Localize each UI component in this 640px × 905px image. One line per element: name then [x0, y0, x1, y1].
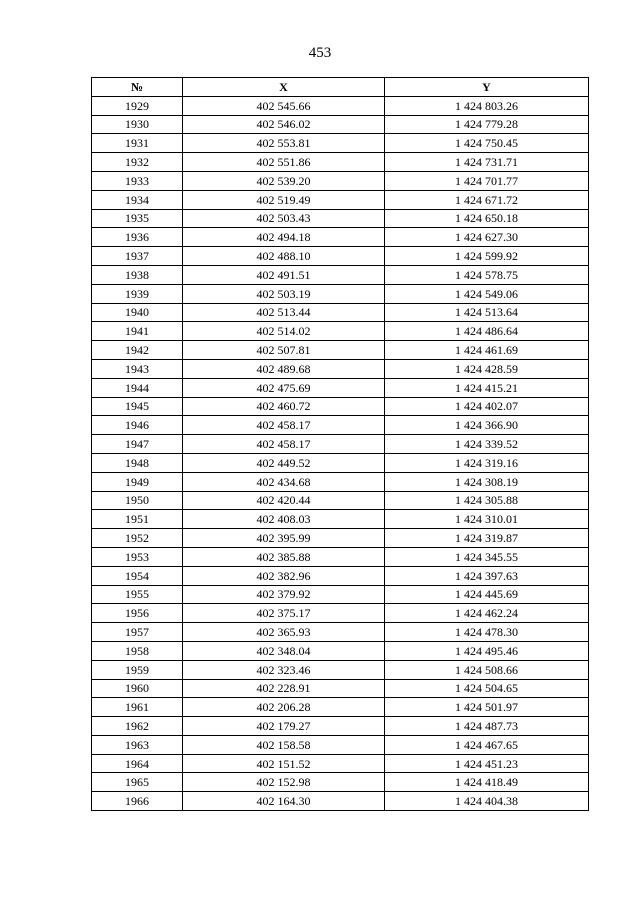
column-header-x: X — [183, 78, 385, 97]
cell-x: 402 546.02 — [183, 115, 385, 134]
cell-x: 402 151.52 — [183, 754, 385, 773]
cell-y: 1 424 504.65 — [385, 679, 589, 698]
cell-x: 402 158.58 — [183, 735, 385, 754]
cell-number: 1939 — [92, 284, 183, 303]
cell-x: 402 519.49 — [183, 190, 385, 209]
cell-y: 1 424 310.01 — [385, 510, 589, 529]
cell-number: 1951 — [92, 510, 183, 529]
cell-x: 402 545.66 — [183, 96, 385, 115]
cell-x: 402 408.03 — [183, 510, 385, 529]
cell-x: 402 513.44 — [183, 303, 385, 322]
cell-y: 1 424 451.23 — [385, 754, 589, 773]
table-row — [92, 585, 589, 604]
table-row — [92, 153, 589, 172]
table-row — [92, 773, 589, 792]
cell-y: 1 424 513.64 — [385, 303, 589, 322]
cell-y: 1 424 462.24 — [385, 604, 589, 623]
cell-number: 1966 — [92, 792, 183, 811]
cell-x: 402 323.46 — [183, 660, 385, 679]
cell-number: 1958 — [92, 641, 183, 660]
cell-number: 1941 — [92, 322, 183, 341]
table-row — [92, 735, 589, 754]
table-row — [92, 228, 589, 247]
table-row — [92, 359, 589, 378]
cell-y: 1 424 627.30 — [385, 228, 589, 247]
table-row — [92, 453, 589, 472]
cell-x: 402 503.19 — [183, 284, 385, 303]
cell-y: 1 424 428.59 — [385, 359, 589, 378]
table-row — [92, 378, 589, 397]
cell-x: 402 179.27 — [183, 717, 385, 736]
cell-x: 402 551.86 — [183, 153, 385, 172]
cell-number: 1962 — [92, 717, 183, 736]
table-row — [92, 284, 589, 303]
cell-y: 1 424 415.21 — [385, 378, 589, 397]
cell-x: 402 420.44 — [183, 491, 385, 510]
cell-number: 1947 — [92, 435, 183, 454]
cell-y: 1 424 404.38 — [385, 792, 589, 811]
table-row — [92, 792, 589, 811]
table-row — [92, 190, 589, 209]
cell-x: 402 385.88 — [183, 547, 385, 566]
page-number: 453 — [308, 45, 332, 61]
cell-y: 1 424 397.63 — [385, 566, 589, 585]
cell-number: 1933 — [92, 171, 183, 190]
cell-y: 1 424 487.73 — [385, 717, 589, 736]
cell-y: 1 424 402.07 — [385, 397, 589, 416]
coordinates-table — [91, 77, 589, 811]
cell-y: 1 424 779.28 — [385, 115, 589, 134]
cell-y: 1 424 319.87 — [385, 529, 589, 548]
cell-x: 402 488.10 — [183, 247, 385, 266]
cell-number: 1953 — [92, 547, 183, 566]
cell-y: 1 424 578.75 — [385, 265, 589, 284]
table-row — [92, 754, 589, 773]
cell-number: 1937 — [92, 247, 183, 266]
cell-number: 1943 — [92, 359, 183, 378]
column-header-y: Y — [385, 78, 589, 97]
cell-number: 1954 — [92, 566, 183, 585]
cell-number: 1945 — [92, 397, 183, 416]
table-row — [92, 171, 589, 190]
cell-x: 402 539.20 — [183, 171, 385, 190]
table-header — [92, 78, 589, 97]
cell-y: 1 424 750.45 — [385, 134, 589, 153]
cell-y: 1 424 339.52 — [385, 435, 589, 454]
cell-y: 1 424 508.66 — [385, 660, 589, 679]
cell-number: 1961 — [92, 698, 183, 717]
cell-y: 1 424 366.90 — [385, 416, 589, 435]
cell-y: 1 424 701.77 — [385, 171, 589, 190]
cell-number: 1940 — [92, 303, 183, 322]
table-row — [92, 510, 589, 529]
table-row — [92, 416, 589, 435]
cell-number: 1948 — [92, 453, 183, 472]
cell-y: 1 424 305.88 — [385, 491, 589, 510]
table-row — [92, 435, 589, 454]
cell-x: 402 494.18 — [183, 228, 385, 247]
cell-x: 402 365.93 — [183, 623, 385, 642]
header-row — [92, 78, 589, 97]
cell-x: 402 152.98 — [183, 773, 385, 792]
cell-number: 1931 — [92, 134, 183, 153]
cell-x: 402 491.51 — [183, 265, 385, 284]
cell-number: 1938 — [92, 265, 183, 284]
cell-x: 402 458.17 — [183, 435, 385, 454]
cell-y: 1 424 486.64 — [385, 322, 589, 341]
cell-number: 1944 — [92, 378, 183, 397]
cell-number: 1934 — [92, 190, 183, 209]
table-row — [92, 209, 589, 228]
cell-y: 1 424 308.19 — [385, 472, 589, 491]
table-row — [92, 134, 589, 153]
cell-y: 1 424 650.18 — [385, 209, 589, 228]
table-row — [92, 472, 589, 491]
table-row — [92, 491, 589, 510]
table-row — [92, 641, 589, 660]
table-row — [92, 529, 589, 548]
cell-y: 1 424 501.97 — [385, 698, 589, 717]
cell-number: 1936 — [92, 228, 183, 247]
cell-x: 402 379.92 — [183, 585, 385, 604]
cell-y: 1 424 445.69 — [385, 585, 589, 604]
cell-x: 402 382.96 — [183, 566, 385, 585]
cell-y: 1 424 345.55 — [385, 547, 589, 566]
cell-number: 1963 — [92, 735, 183, 754]
cell-x: 402 395.99 — [183, 529, 385, 548]
table-row — [92, 717, 589, 736]
table-row — [92, 397, 589, 416]
cell-number: 1960 — [92, 679, 183, 698]
cell-x: 402 228.91 — [183, 679, 385, 698]
table-row — [92, 623, 589, 642]
cell-y: 1 424 319.16 — [385, 453, 589, 472]
cell-number: 1965 — [92, 773, 183, 792]
table-body — [92, 96, 589, 810]
cell-y: 1 424 467.65 — [385, 735, 589, 754]
cell-y: 1 424 418.49 — [385, 773, 589, 792]
cell-x: 402 164.30 — [183, 792, 385, 811]
cell-y: 1 424 549.06 — [385, 284, 589, 303]
table-row — [92, 303, 589, 322]
table-row — [92, 96, 589, 115]
cell-x: 402 475.69 — [183, 378, 385, 397]
cell-number: 1950 — [92, 491, 183, 510]
cell-y: 1 424 495.46 — [385, 641, 589, 660]
table-row — [92, 604, 589, 623]
table-row — [92, 679, 589, 698]
table-row — [92, 698, 589, 717]
cell-number: 1930 — [92, 115, 183, 134]
cell-x: 402 460.72 — [183, 397, 385, 416]
cell-x: 402 375.17 — [183, 604, 385, 623]
cell-x: 402 449.52 — [183, 453, 385, 472]
cell-y: 1 424 478.30 — [385, 623, 589, 642]
cell-number: 1964 — [92, 754, 183, 773]
cell-number: 1929 — [92, 96, 183, 115]
cell-x: 402 434.68 — [183, 472, 385, 491]
table-row — [92, 547, 589, 566]
cell-number: 1952 — [92, 529, 183, 548]
cell-number: 1942 — [92, 341, 183, 360]
table-row — [92, 322, 589, 341]
column-header-number: № — [92, 78, 183, 97]
cell-x: 402 489.68 — [183, 359, 385, 378]
cell-number: 1935 — [92, 209, 183, 228]
cell-y: 1 424 461.69 — [385, 341, 589, 360]
table-row — [92, 247, 589, 266]
cell-y: 1 424 731.71 — [385, 153, 589, 172]
table-row — [92, 341, 589, 360]
cell-x: 402 507.81 — [183, 341, 385, 360]
table-row — [92, 115, 589, 134]
cell-number: 1955 — [92, 585, 183, 604]
cell-x: 402 503.43 — [183, 209, 385, 228]
cell-x: 402 514.02 — [183, 322, 385, 341]
table-row — [92, 566, 589, 585]
cell-x: 402 206.28 — [183, 698, 385, 717]
table-row — [92, 660, 589, 679]
cell-y: 1 424 671.72 — [385, 190, 589, 209]
cell-number: 1956 — [92, 604, 183, 623]
cell-x: 402 458.17 — [183, 416, 385, 435]
cell-number: 1949 — [92, 472, 183, 491]
cell-number: 1946 — [92, 416, 183, 435]
cell-y: 1 424 803.26 — [385, 96, 589, 115]
cell-x: 402 553.81 — [183, 134, 385, 153]
table-row — [92, 265, 589, 284]
cell-number: 1932 — [92, 153, 183, 172]
cell-y: 1 424 599.92 — [385, 247, 589, 266]
cell-x: 402 348.04 — [183, 641, 385, 660]
cell-number: 1959 — [92, 660, 183, 679]
cell-number: 1957 — [92, 623, 183, 642]
